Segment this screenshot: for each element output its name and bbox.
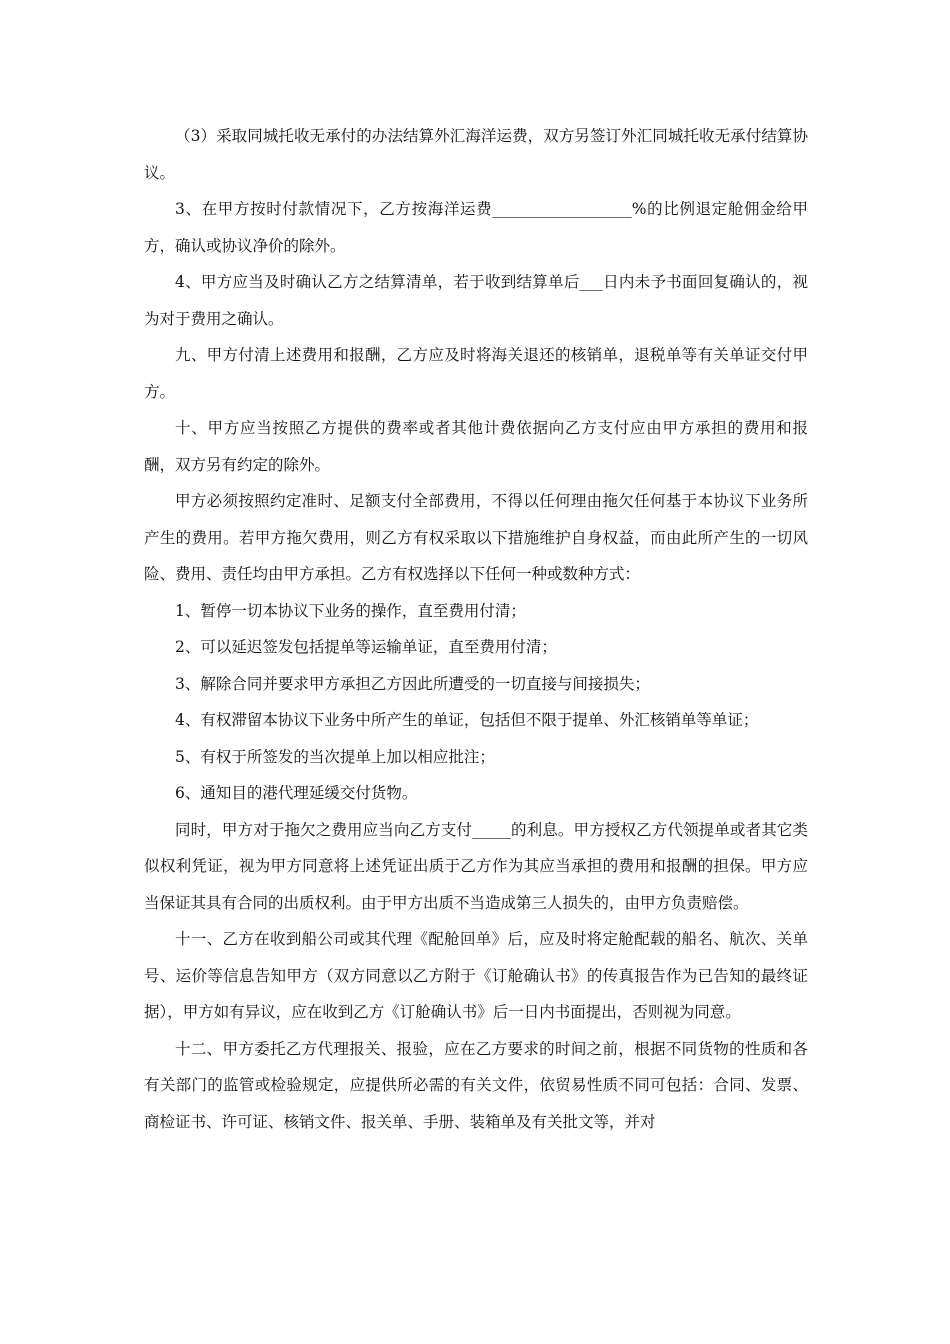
paragraph-clause-3-settlement: （3）采取同城托收无承付的办法结算外汇海洋运费，双方另签订外汇同城托收无承付结算协议。 <box>144 127 808 182</box>
paragraph-item-3-commission: 3、在甲方按时付款情况下，乙方按海洋运费__________________%的比例退定舱佣金给甲方，确认或协议净价的除外。 <box>144 200 808 255</box>
document-body <box>144 118 808 1140</box>
list-item-measure-5: 5、有权于所签发的当次提单上加以相应批注； <box>175 747 495 766</box>
list-item-measure-6: 6、通知目的港代理延缓交付货物。 <box>175 784 418 802</box>
paragraph-payment-obligation: 甲方必须按照约定准时、足额支付全部费用，不得以任何理由拖欠任何基于本协议下业务所产生的费用。若甲方拖欠费用，则乙方有权采取以下措施维护自身权益，而由此所产生的一切风险、费用、责任均由甲方承担。乙方有权选择以下任何一种或数种方式： <box>144 492 808 583</box>
list-item-measure-1: 1、暂停一切本协议下业务的操作，直至费用付清； <box>175 601 526 620</box>
list-item-measure-3: 3、解除合同并要求甲方承担乙方因此所遭受的一切直接与间接损失； <box>175 674 650 693</box>
paragraph-article-10: 十、甲方应当按照乙方提供的费率或者其他计费依据向乙方支付应由甲方承担的费用和报酬，双方另有约定的除外。 <box>144 419 808 474</box>
paragraph-article-12: 十二、甲方委托乙方代理报关、报验，应在乙方要求的时间之前，根据不同货物的性质和各有关部门的监管或检验规定，应提供所必需的有关文件，依贸易性质不同可包括：合同、发票、商检证书、许可证、核销文件、报关单、手册、装箱单及有关批文等，并对 <box>144 1039 808 1131</box>
list-item-measure-4: 4、有权滞留本协议下业务中所产生的单证，包括但不限于提单、外汇核销单等单证； <box>175 711 759 729</box>
paragraph-article-11: 十一、乙方在收到船公司或其代理《配舱回单》后，应及时将定舱配载的船名、航次、关单号、运价等信息告知甲方（双方同意以乙方附于《订舱确认书》的传真报告作为已告知的最终证据），甲方如有异议，应在收到乙方《订舱确认书》后一日内书面提出，否则视为同意。 <box>144 930 808 1021</box>
paragraph-interest-pledge: 同时，甲方对于拖欠之费用应当向乙方支付_____的利息。甲方授权乙方代领提单或者其它类似权利凭证，视为甲方同意将上述凭证出质于乙方作为其应当承担的费用和报酬的担保。甲方应当保证其具有合同的出质权利。由于甲方出质不当造成第三人损失的，由甲方负责赔偿。 <box>144 820 808 912</box>
paragraph-item-4-confirmation: 4、甲方应当及时确认乙方之结算清单，若于收到结算单后___日内未予书面回复确认的，视为对于费用之确认。 <box>144 273 808 328</box>
list-item-measure-2: 2、可以延迟签发包括提单等运输单证，直至费用付清； <box>175 638 557 656</box>
paragraph-article-9: 九、甲方付清上述费用和报酬，乙方应及时将海关退还的核销单，退税单等有关单证交付甲方。 <box>144 346 808 401</box>
